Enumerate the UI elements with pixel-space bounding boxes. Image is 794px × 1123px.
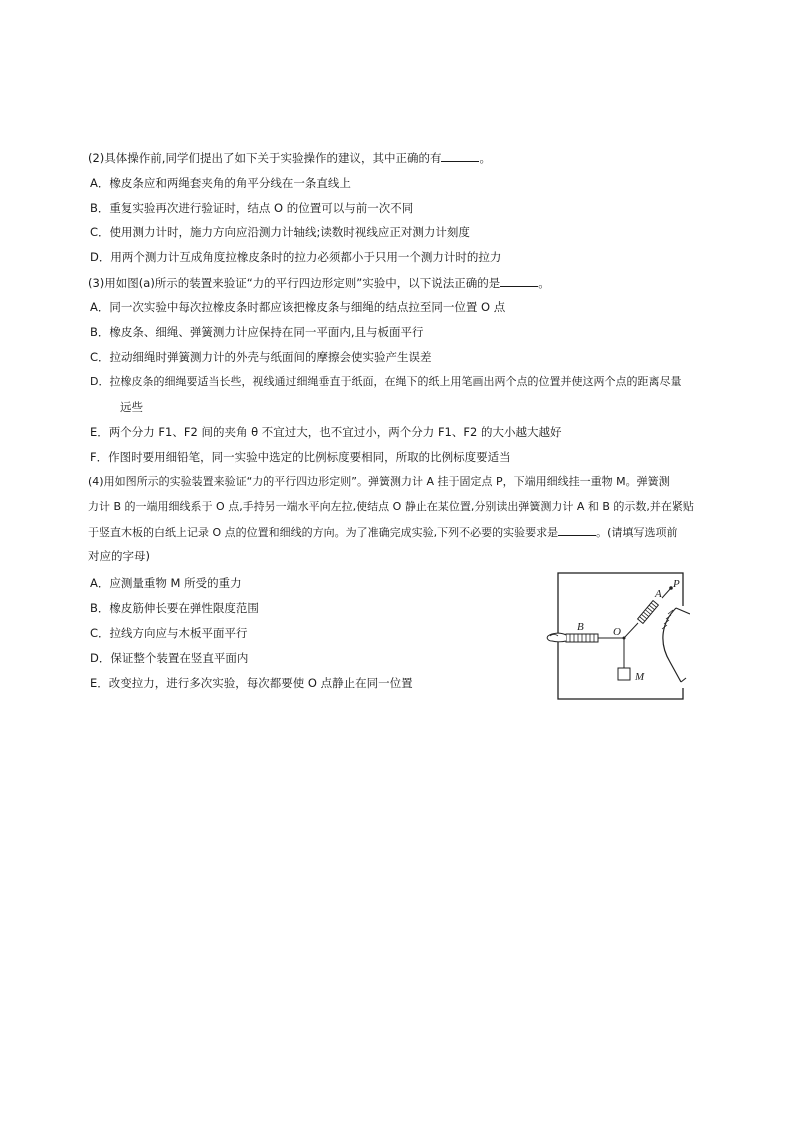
q3-answer-blank [500, 275, 538, 287]
apparatus-figure [540, 570, 690, 702]
q3-option-a: A．同一次实验中每次拉橡皮条时都应该把橡皮条与细绳的结点拉至同一位置 O 点 [90, 300, 506, 314]
q4-option-b: B．橡皮筋伸长要在弹性限度范围 [90, 601, 259, 615]
q2-stem [88, 150, 491, 165]
label-a: A [655, 588, 662, 600]
q4-stem-line1: (4)用如图所示的实验装置来验证“力的平行四边形定则”。弹簧测力计 A 挂于固定点 P，下端用细线挂一重物 M。弹簧测 [88, 475, 670, 488]
q3-option-f: F．作图时要用细铅笔，同一实验中选定的比例标度要相同，所取的比例标度要适当 [90, 450, 511, 464]
q3-option-e: E．两个分力 F1、F2 间的夹角 θ 不宜过大，也不宜过小，两个分力 F1、F2 的大小越大越好 [90, 425, 562, 439]
q4-option-d: D．保证整个装置在竖直平面内 [90, 651, 249, 665]
q4-option-a: A．应测量重物 M 所受的重力 [90, 576, 242, 590]
q2-stem-text: (2)具体操作前,同学们提出了如下关于实验操作的建议，其中正确的有 [88, 151, 442, 165]
spring-scale-b [566, 634, 598, 642]
q2-option-b: B．重复实验再次进行验证时，结点 O 的位置可以与前一次不同 [90, 201, 414, 215]
hand-icon [547, 633, 566, 642]
q3-option-b: B．橡皮条、细绳、弹簧测力计应保持在同一平面内,且与板面平行 [90, 325, 424, 339]
q2-option-c: C．使用测力计时，施力方向应沿测力计轴线;读数时视线应正对测力计刻度 [90, 225, 470, 239]
q4-option-e: E．改变拉力，进行多次实验，每次都要使 O 点静止在同一位置 [90, 676, 413, 690]
spring-scale-a [638, 601, 659, 624]
q2-answer-blank [441, 150, 479, 162]
weight-m [618, 668, 630, 680]
label-m: M [635, 671, 645, 683]
q3-option-c: C．拉动细绳时弹簧测力计的外壳与纸面间的摩擦会使实验产生误差 [90, 350, 432, 364]
q3-option-d: D．拉橡皮条的细绳要适当长些，视线通过细绳垂直于纸面，在绳下的纸上用笔画出两个点的位置并使这两个点的距离尽量 [90, 375, 682, 388]
q4-option-c: C．拉线方向应与木板平面平行 [90, 626, 248, 640]
q4-stem-line3-end: 。(请填写选项前 [596, 526, 678, 539]
q2-option-d: D．用两个测力计互成角度拉橡皮条时的拉力必须都小于只用一个测力计时的拉力 [90, 250, 502, 264]
q4-stem-line3-text: 于竖直木板的白纸上记录 O 点的位置和细线的方向。为了准确完成实验,下列不必要的实验要求是 [88, 526, 559, 539]
q4-stem-line2: 力计 B 的一端用细线系于 O 点,手持另一端水平向左拉,使结点 O 静止在某位置,分别读出弹簧测力计 A 和 B 的示数,并在紧贴 [88, 500, 694, 513]
q4-stem-line3 [88, 524, 677, 540]
label-p: P [673, 578, 680, 590]
label-b: B [577, 621, 584, 633]
label-o: O [613, 626, 621, 638]
q3-stem-text: (3)用如图(a)所示的装置来验证“力的平行四边形定则”实验中，以下说法正确的是 [88, 276, 501, 290]
q2-stem-end: 。 [479, 151, 491, 165]
q3-stem-end: 。 [538, 276, 550, 290]
q2-option-a: A．橡皮条应和两绳套夹角的角平分线在一条直线上 [90, 176, 351, 190]
q3-stem [88, 275, 550, 290]
q4-answer-blank [558, 524, 596, 536]
q4-stem-line4: 对应的字母) [88, 549, 150, 563]
q3-option-d-continued: 远些 [120, 400, 143, 414]
